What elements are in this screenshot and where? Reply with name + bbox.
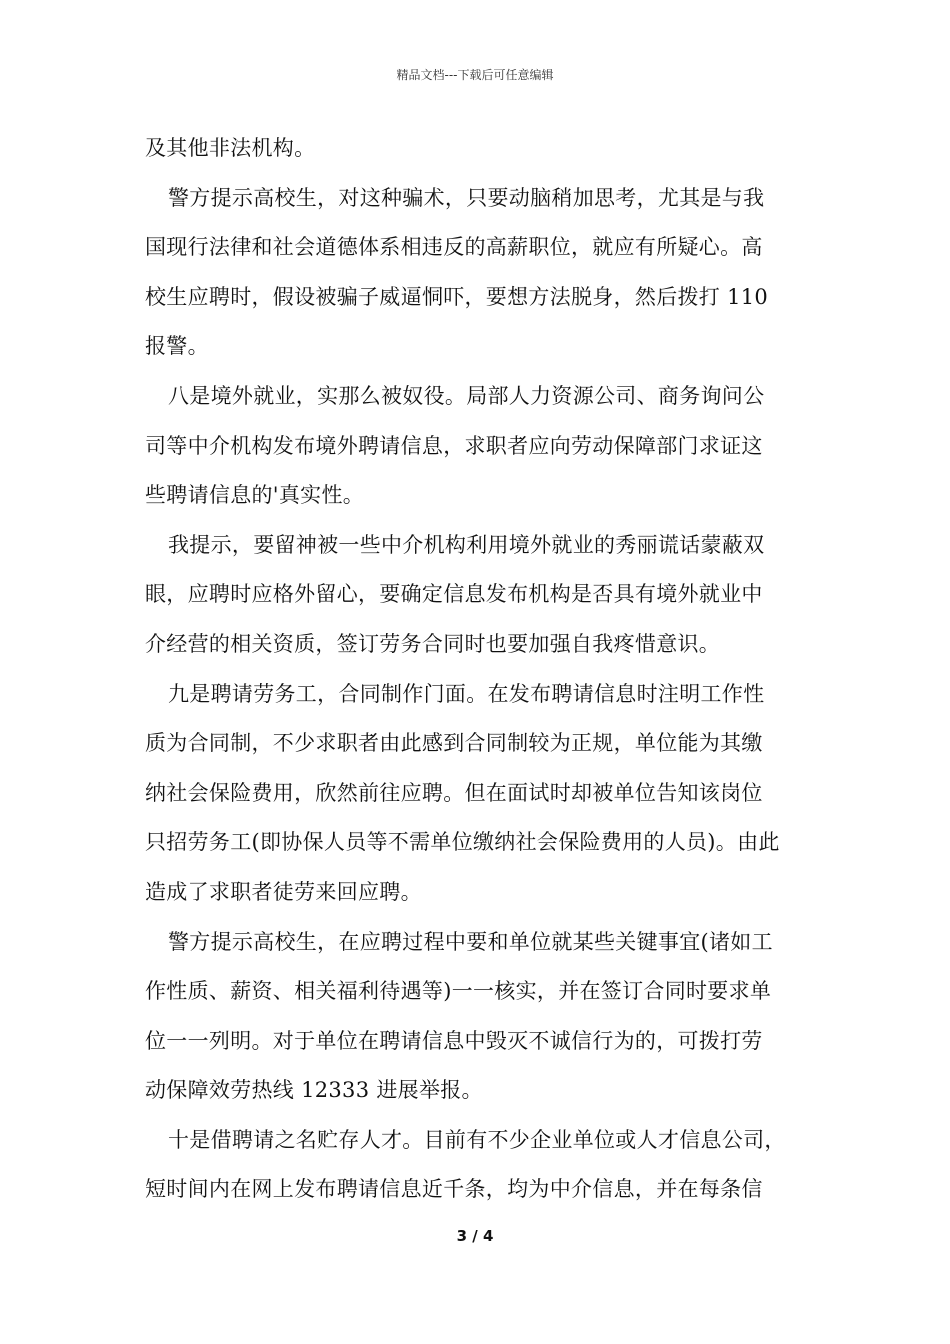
text-line: 九是聘请劳务工，合同制作门面。在发布聘请信息时注明工作性 [168, 681, 765, 706]
page-number: 3 / 4 [456, 1227, 494, 1245]
text-line: 介经营的相关资质，签订劳务合同时也要加强自我疼惜意识。 [145, 631, 721, 656]
page-header: 精品文档---下载后可任意编辑 [396, 68, 554, 82]
text-line: 短时间内在网上发布聘请信息近千条，均为中介信息，并在每条信 [145, 1177, 763, 1202]
text-line: 作性质、薪资、相关福利待遇等)一一核实，并在签订合同时要求单 [145, 979, 772, 1004]
text-line: 只招劳务工(即协保人员等不需单位缴纳社会保险费用的人员)。由此 [145, 830, 780, 855]
text-line: 及其他非法机构。 [145, 136, 316, 160]
text-line: 造成了求职者徒劳来回应聘。 [145, 879, 422, 904]
text-line: 警方提示高校生，在应聘过程中要和单位就某些关键事宜(诸如工 [168, 929, 773, 954]
text-line: 校生应聘时，假设被骗子威逼恫吓，要想方法脱身，然后拨打 110 [145, 284, 769, 309]
text-line: 警方提示高校生，对这种骗术，只要动脑稍加思考，尤其是与我 [168, 185, 765, 210]
text-line: 司等中介机构发布境外聘请信息，求职者应向劳动保障部门求证这 [145, 433, 763, 458]
text-line: 位一一列明。对于单位在聘请信息中毁灭不诚信行为的，可拨打劳 [145, 1028, 763, 1053]
text-line: 十是借聘请之名贮存人才。目前有不少企业单位或人才信息公司， [168, 1127, 786, 1152]
text-line: 我提示，要留神被一些中介机构利用境外就业的秀丽谎话蒙蔽双 [168, 532, 765, 557]
text-line: 眼，应聘时应格外留心，要确定信息发布机构是否具有境外就业中 [145, 582, 763, 607]
body-text [145, 124, 815, 1215]
text-line: 报警。 [145, 334, 209, 359]
text-line: 动保障效劳热线 12333 进展举报。 [145, 1078, 483, 1103]
text-line: 些聘请信息的'真实性。 [145, 483, 365, 508]
text-line: 纳社会保险费用，欣然前往应聘。但在面试时却被单位告知该岗位 [145, 780, 763, 805]
text-line: 八是境外就业，实那么被奴役。局部人力资源公司、商务询问公 [168, 383, 765, 408]
text-line: 国现行法律和社会道德体系相违反的高薪职位，就应有所疑心。高 [145, 235, 763, 260]
text-line: 质为合同制，不少求职者由此感到合同制较为正规，单位能为其缴 [145, 731, 763, 756]
